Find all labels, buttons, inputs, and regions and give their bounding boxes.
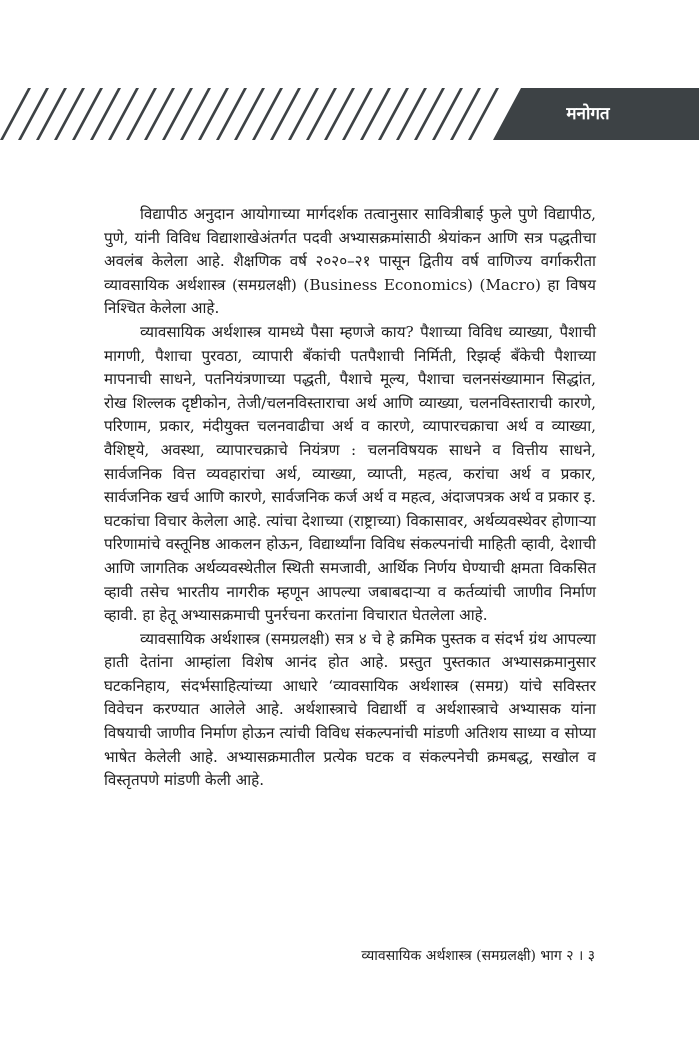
paragraph-intro: विद्यापीठ अनुदान आयोगाच्या मार्गदर्शक तत्वानुसार सावित्रीबाई फुले पुणे विद्यापीठ, पुणे, यांनी विविध विद्याशाखेअंतर्गत पदवी अभ्यासक्रमांसाठी श्रेयांकन आणि सत्र पद्धतीचा अवलंब केलेला आहे. शैक्षणिक वर्ष २०२०–२१ पासून द्वितीय वर्ष वाणिज्य वर्गाकरीता व्यावसायिक अर्थशास्त्र (समग्रलक्षी) (Business Economics) (Macro) हा विषय निश्चित केलेला आहे.	[104, 205, 596, 318]
body-text	[104, 203, 596, 793]
paragraph-topics: व्यावसायिक अर्थशास्त्र यामध्ये पैसा म्हणजे काय? पैशाच्या विविध व्याख्या, पैशाची मागणी, पैशाचा पुरवठा, व्यापारी बँकांची पतपैशाची निर्मिती, रिझर्व्ह बँकेची पैशाच्या मापनाची साधने, पतनियंत्रणाच्या पद्धती, पैशाचे मूल्य, पैशाचा चलनसंख्यामान सिद्धांत, रोख शिल्लक दृष्टीकोन, तेजी/चलनविस्ताराचा अर्थ आणि व्याख्या, चलनविस्ताराची कारणे, परिणाम, प्रकार, मंदीयुक्त चलनवाढीचा अर्थ व कारणे, व्यापारचक्राचा अर्थ व व्याख्या, वैशिष्ट्ये, अवस्था, व्यापारचक्राचे नियंत्रण : चलनविषयक साधने व वित्तीय साधने, सार्वजनिक वित्त व्यवहारांचा अर्थ, व्याख्या, व्याप्ती, महत्व, करांचा अर्थ व प्रकार, सार्वजनिक खर्च आणि कारणे, सार्वजनिक कर्ज अर्थ व महत्व, अंदाजपत्रक अर्थ व प्रकार इ. घटकांचा विचार केलेला आहे. त्यांचा देशाच्या (राष्ट्राच्या) विकासावर, अर्थव्यवस्थेवर होणाऱ्या परिणामांचे वस्तूनिष्ठ आकलन होऊन, विद्यार्थ्यांना विविध संकल्पनांची माहिती व्हावी, देशाची आणि जागतिक अर्थव्यवस्थेतील स्थिती समजावी, आर्थिक निर्णय घेण्याची क्षमता विकसित व्हावी तसेच भारतीय नागरीक म्हणून आपल्या जबाबदाऱ्या व कर्तव्यांची जाणीव निर्माण व्हावी. हा हेतू अभ्यासक्रमाची पुनर्रचना करतांना विचारात घेतलेला आहे.	[104, 322, 596, 625]
paragraph-book: व्यावसायिक अर्थशास्त्र (समग्रलक्षी) सत्र ४ चे हे क्रमिक पुस्तक व संदर्भ ग्रंथ आपल्या हाती देतांना आम्हांला विशेष आनंद होत आहे. प्रस्तुत पुस्तकात अभ्यासक्रमानुसार घटकनिहाय, संदर्भसाहित्यांच्या आधारे ‘व्यावसायिक अर्थशास्त्र (समग्र) यांचे सविस्तर विवेचन करण्यात आलेले आहे. अर्थशास्त्राचे विद्यार्थी व अर्थशास्त्राचे अभ्यासक यांना विषयाची जाणीव निर्माण होऊन त्यांची विविध संकल्पनांची मांडणी अतिशय साध्या व सोप्या भाषेत केलेली आहे. अभ्यासक्रमातील प्रत्येक घटक व संकल्पनेची क्रमबद्ध, सखोल व विस्तृतपणे मांडणी केली आहे.	[104, 629, 596, 790]
running-footer: व्यावसायिक अर्थशास्त्र (समग्रलक्षी) भाग २ । ३	[361, 948, 595, 964]
header-band	[0, 88, 699, 140]
stripe-group	[0, 88, 499, 140]
page-title: मनोगत	[566, 104, 610, 124]
